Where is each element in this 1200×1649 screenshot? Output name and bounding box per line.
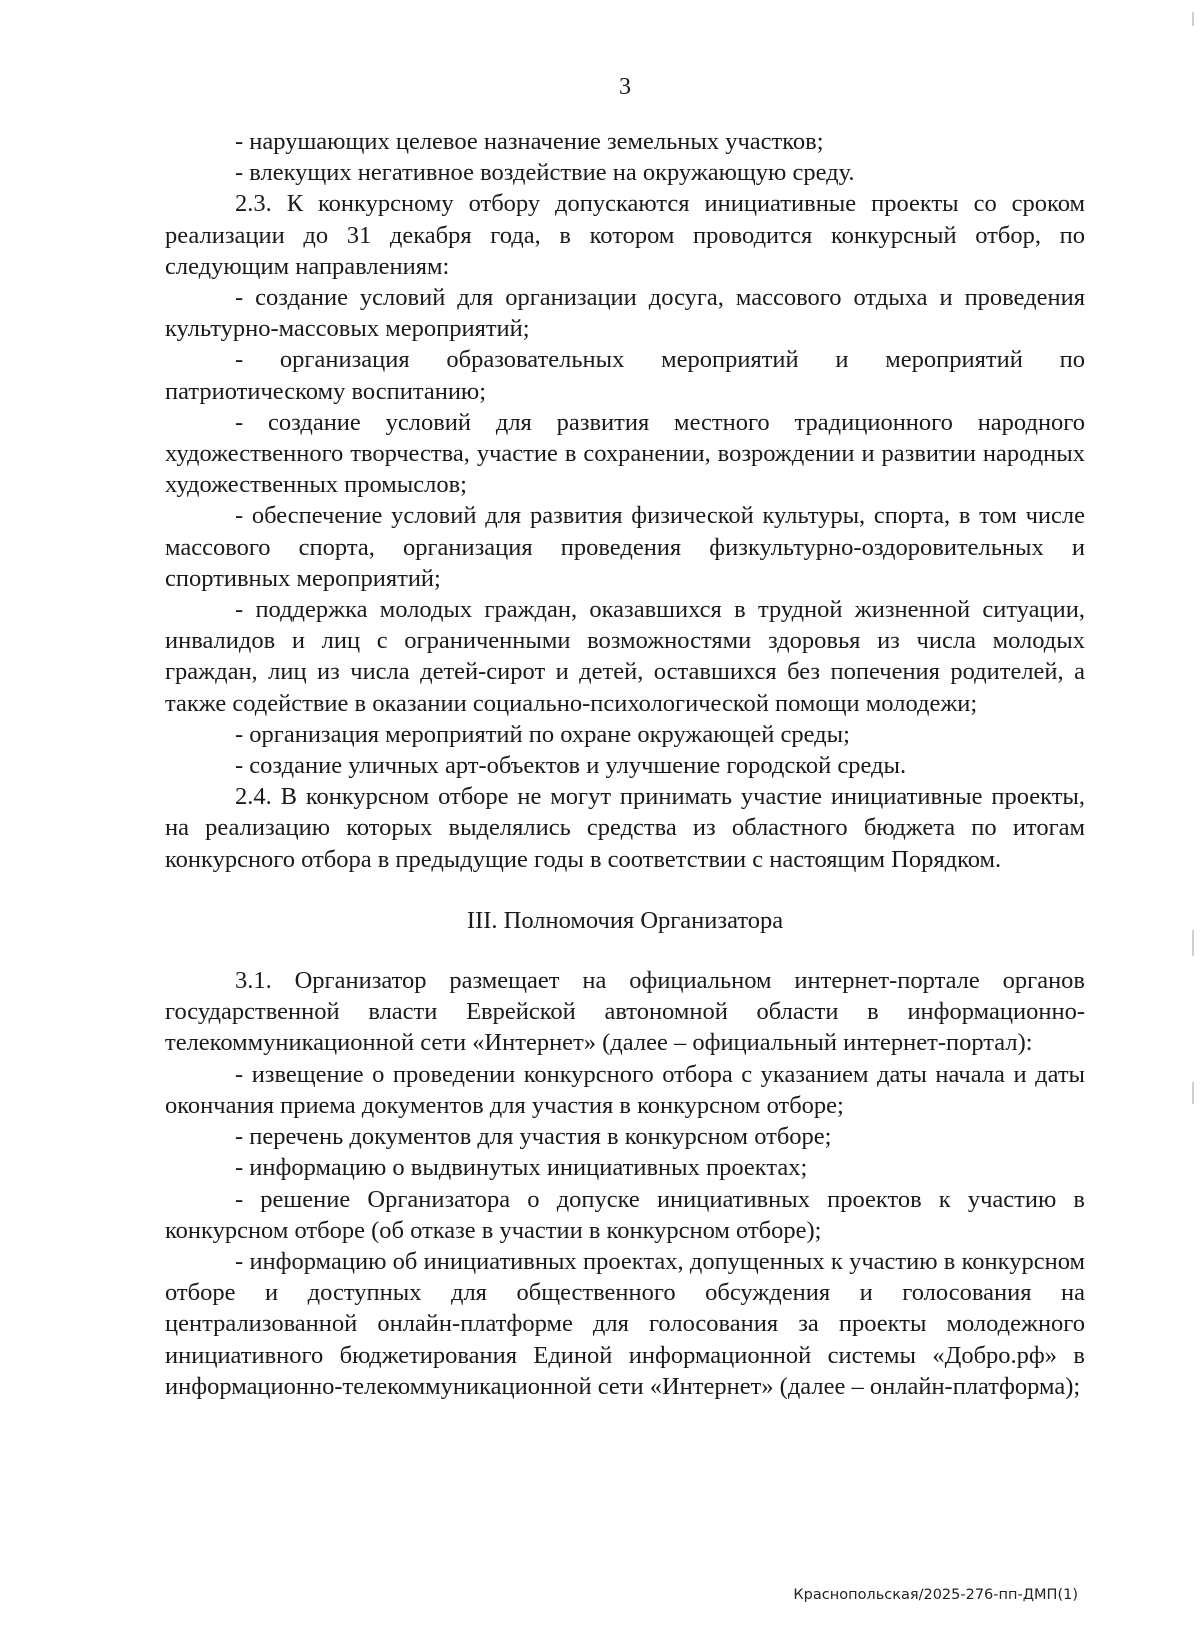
paragraph: 2.3. К конкурсному отбору допускаются инициативные проекты со сроком реализации до 31 декабря года, в котором проводится конкурсный отбор, по следующим направлениям: [165, 190, 1085, 280]
scan-edge-mark [1192, 930, 1194, 956]
paragraph: - перечень документов для участия в конкурсном отборе; [235, 1123, 832, 1151]
paragraph: - информацию о выдвинутых инициативных проектах; [235, 1154, 808, 1182]
paragraph: - обеспечение условий для развития физической культуры, спорта, в том числе массового спорта, организация проведения физкультурно-оздоровительных и спортивных мероприятий; [165, 502, 1085, 592]
paragraph: - влекущих негативное воздействие на окружающую среду. [235, 159, 855, 187]
paragraph: - решение Организатора о допуске инициативных проектов к участию в конкурсном отборе (об отказе в участии в конкурсном отборе); [165, 1185, 1085, 1244]
paragraph: - информацию об инициативных проектах, допущенных к участию в конкурсном отборе и доступных для общественного обсуждения и голосования на централизованной онлайн-платформе для голосования за проекты молодежного инициативного бюджетирования Единой информационной системы «Добро.рф» в информационно-телекоммуникационной сети «Интернет» (далее – онлайн-платформа); [165, 1247, 1085, 1400]
footer-document-code: Краснопольская/2025-276-пп-ДМП(1) [793, 1587, 1078, 1603]
paragraph: - извещение о проведении конкурсного отбора с указанием даты начала и даты окончания приема документов для участия в конкурсном отборе; [165, 1060, 1085, 1119]
paragraph: - нарушающих целевое назначение земельных участков; [235, 128, 824, 155]
section-heading: III. Полномочия Организатора [466, 906, 784, 934]
paragraph: - создание условий для организации досуга, массового отдыха и проведения культурно-массовых мероприятий; [165, 284, 1085, 343]
paragraph: - создание условий для развития местного традиционного народного художественного творчества, участие в сохранении, возрождении и развитии народных художественных промыслов; [165, 408, 1085, 499]
paragraph: - организация образовательных мероприятий и мероприятий по патриотическому воспитанию; [165, 346, 1085, 405]
document-body [165, 126, 1085, 1402]
paragraph: - поддержка молодых граждан, оказавшихся в трудной жизненной ситуации, инвалидов и лиц с ограниченными возможностями здоровья из числа молодых граждан, лиц из числа детей-сирот и детей, оставшихся без попечения родителей, а также содействие в оказании социально-психологической помощи молодежи; [165, 596, 1085, 717]
paragraph: - организация мероприятий по охране окружающей среды; [235, 720, 850, 748]
paragraph: 2.4. В конкурсном отборе не могут принимать участие инициативные проекты, на реализацию которых выделялись средства из областного бюджета по итогам конкурсного отбора в предыдущие годы в соответствии с настоящим Порядком. [165, 783, 1085, 873]
scan-edge-mark [1192, 12, 1194, 26]
page-number: 3 [619, 74, 631, 100]
paragraph: 3.1. Организатор размещает на официальном интернет-портале органов государственной власти Еврейской автономной области в информационно-телекоммуникационной сети «Интернет» (далее – официальный интернет-портал): [165, 967, 1085, 1057]
scan-edge-mark [1192, 1082, 1194, 1104]
paragraph: - создание уличных арт-объектов и улучшение городской среды. [235, 752, 907, 780]
